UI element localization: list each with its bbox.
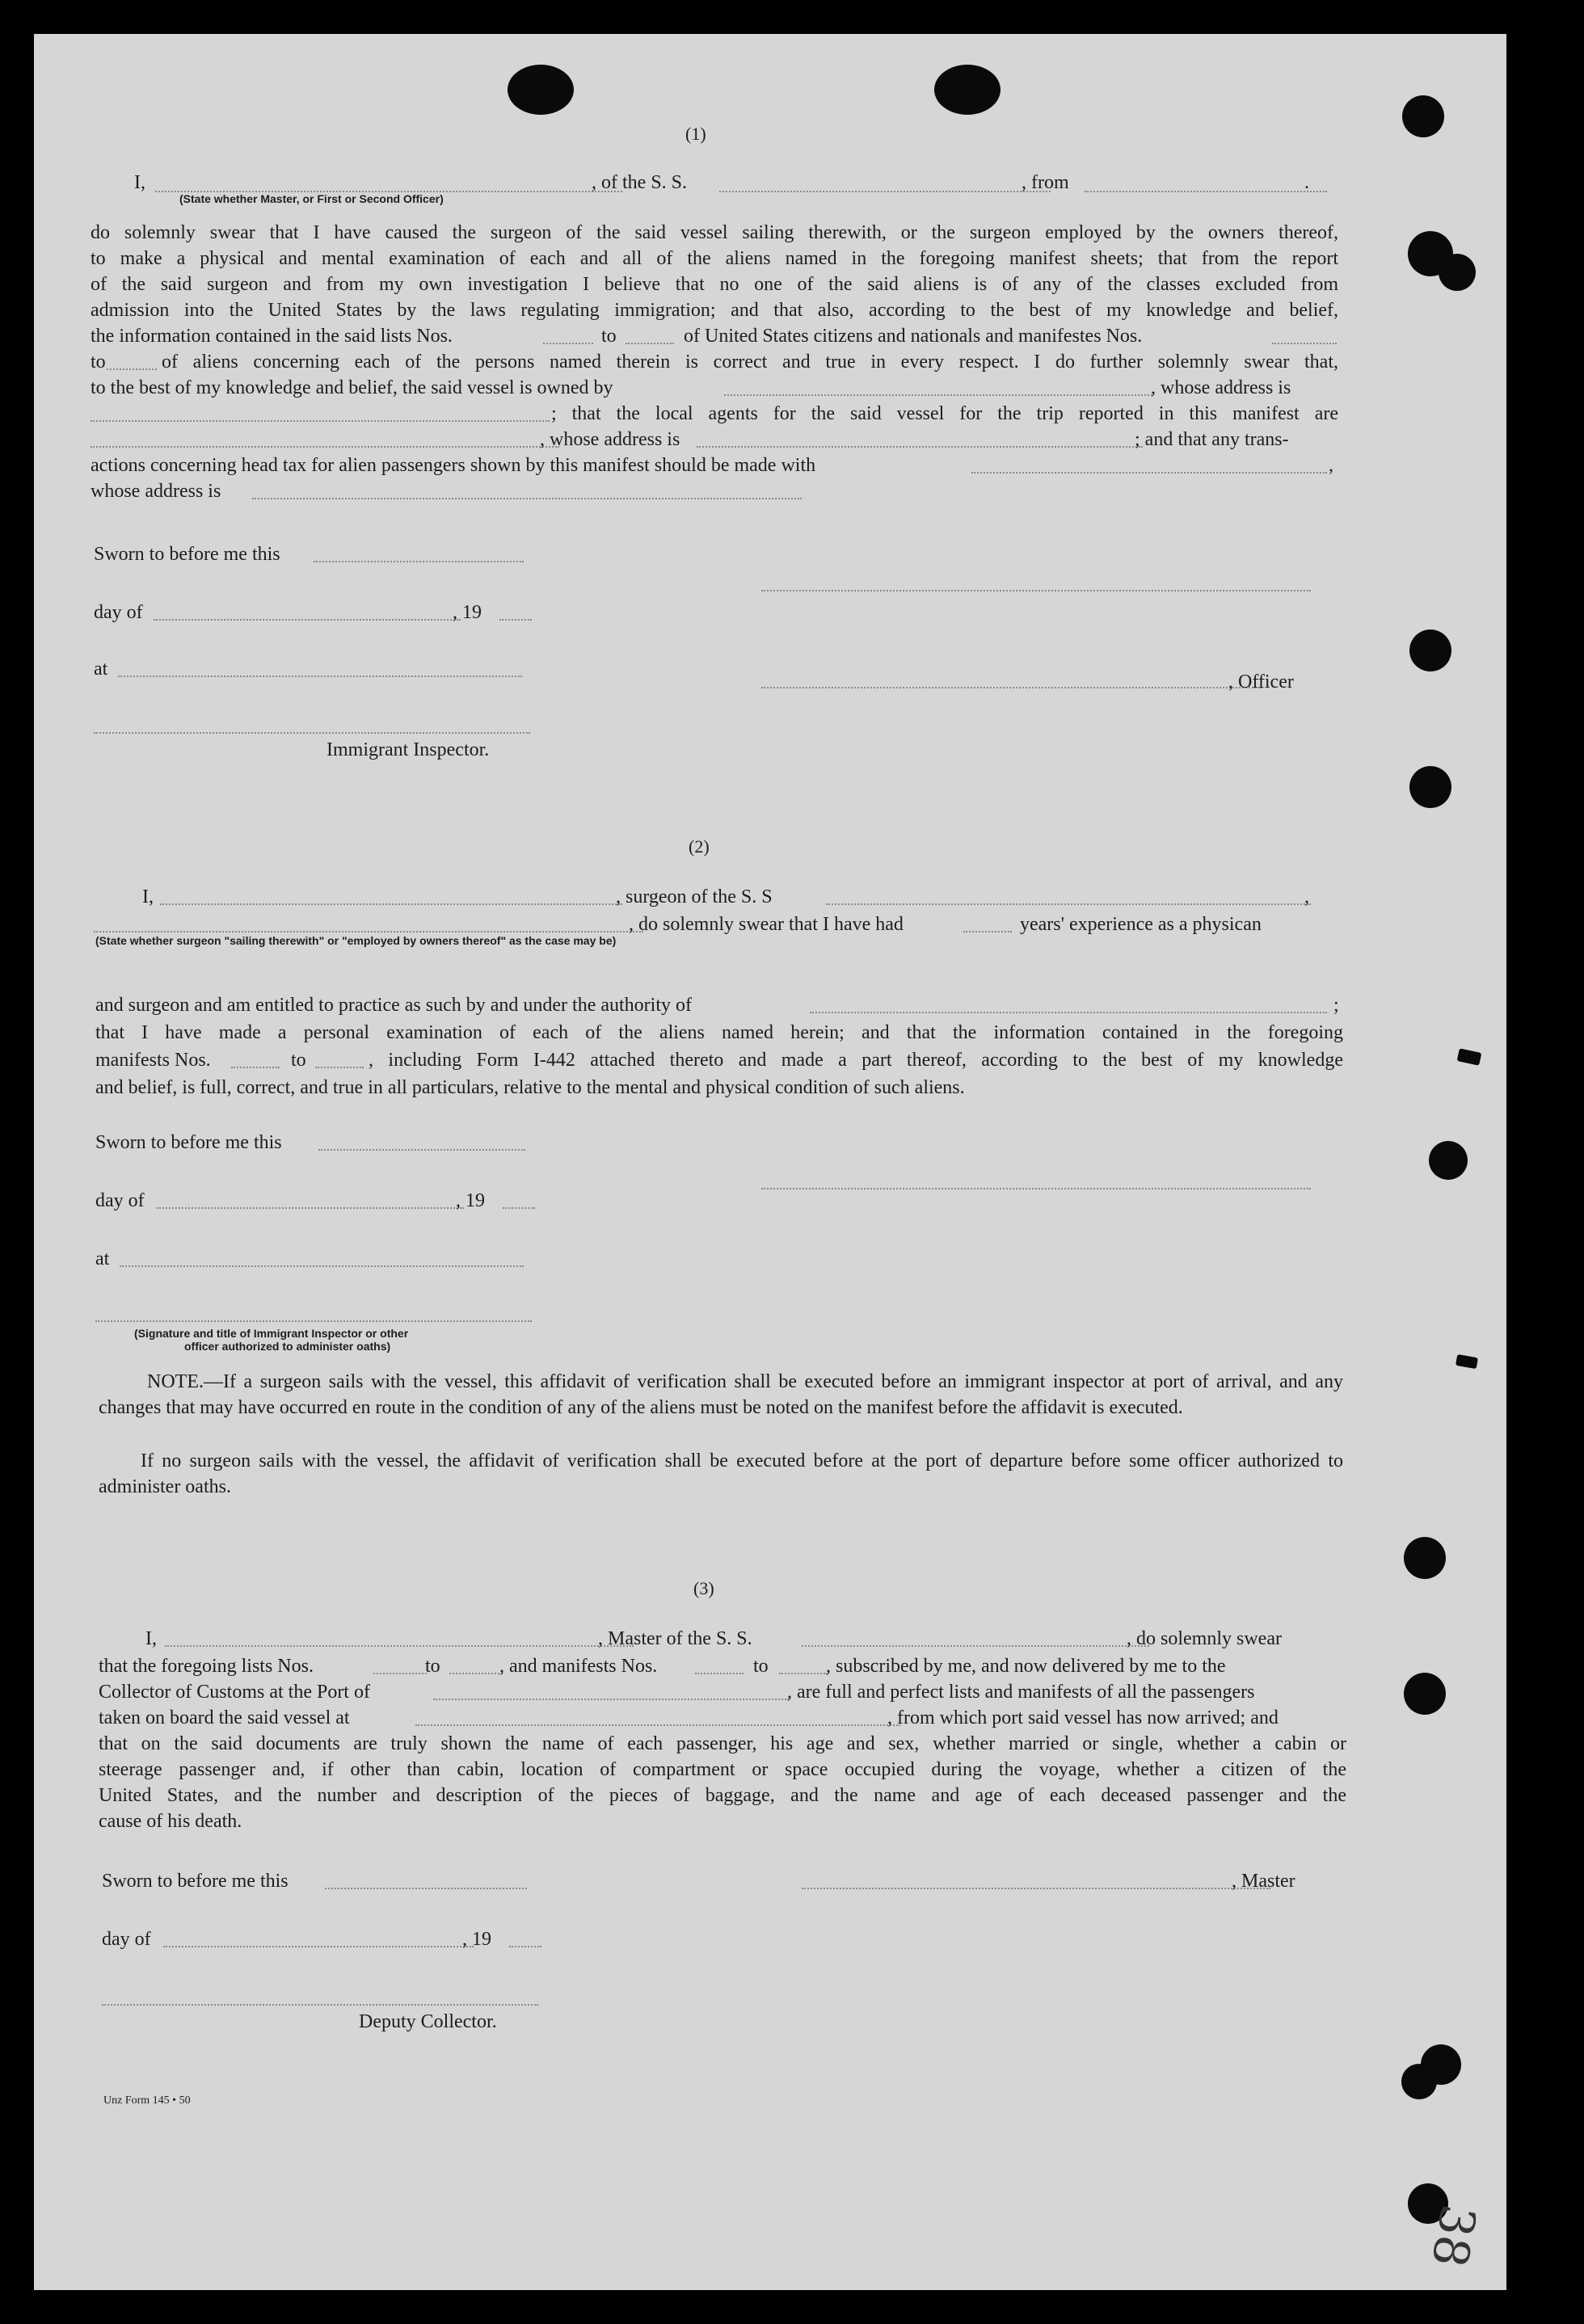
s3-day-blank: [163, 1946, 474, 1947]
s1-manifests-blank: [1272, 343, 1337, 344]
s2-day-blank: [157, 1207, 464, 1209]
s1-actions-end: ,: [1329, 455, 1333, 476]
section-3-number: (3): [693, 1578, 714, 1598]
s1-agents: ; that the local agents for the said vessel for the trip reported in this manifest are: [551, 403, 1338, 424]
s1-agents-address-blank: [697, 446, 1143, 448]
s2-sig-note-1: (Signature and title of Immigrant Inspector or other: [134, 1327, 409, 1340]
s1-lists-blank: [543, 343, 593, 344]
s1-actions: actions concerning head tax for alien passengers shown by this manifest should be made with: [91, 455, 816, 476]
s1-day-blank: [154, 619, 461, 621]
s1-headtax-blank: [971, 472, 1327, 474]
margin-tick: [1457, 1048, 1482, 1065]
s1-vessel-blank: [719, 191, 1051, 192]
s2-year-blank: [503, 1207, 535, 1209]
s1-owned-addr: , whose address is: [1151, 377, 1291, 398]
s2-vessel-blank: [826, 903, 1311, 905]
s3-deputy: Deputy Collector.: [359, 2011, 497, 2032]
s2-solemnly: , do solemnly swear that I have had: [629, 914, 904, 935]
s2-manifests-to-blank: [315, 1067, 364, 1068]
s2-surgeon-type-blank: [94, 931, 643, 933]
s1-officer-note: (State whether Master, or First or Second Officer): [179, 192, 444, 205]
s1-of-the-ss: , of the S. S.: [592, 172, 688, 193]
s1-to-rest: of aliens concerning each of the persons named therein is correct and true in every respect. I do further solemnly swear that,: [162, 352, 1338, 373]
s1-owner-blank: [724, 394, 1152, 396]
s3-lists-blank: [373, 1673, 427, 1674]
s3-master-name-blank: [165, 1645, 634, 1647]
s1-agents-blank: [91, 446, 559, 448]
s3-sworn-blank: [325, 1888, 527, 1889]
s2-belief: and belief, is full, correct, and true in all particulars, relative to the mental and physical condition of such aliens.: [95, 1077, 965, 1098]
punch-hole: [1404, 1537, 1446, 1579]
s1-from-blank: [1085, 191, 1327, 192]
s3-taken: taken on board the said vessel at: [99, 1707, 350, 1728]
s2-authority: and surgeon and am entitled to practice as such by and under the authority of: [95, 995, 692, 1016]
s2-authority-blank: [810, 1012, 1327, 1013]
s2-day-of: day of: [95, 1190, 145, 1211]
s3-body-line: that on the said documents are truly shown the name of each passenger, his age and sex, whether married or single, whether a cabin or: [99, 1733, 1346, 1754]
s3-body-line: steerage passenger and, if other than cabin, location of compartment or space occupied during the voyage, whether a citizen of the: [99, 1759, 1346, 1780]
s3-collector: Collector of Customs at the Port of: [99, 1682, 370, 1703]
s2-personal: that I have made a personal examination of each of the aliens named herein; and that the information contained in the foregoing: [95, 1022, 1343, 1043]
s2-sworn: Sworn to before me this: [95, 1132, 282, 1153]
s1-lists-b: of United States citizens and nationals and manifestes Nos.: [684, 326, 1143, 347]
s1-year-blank: [499, 619, 532, 621]
s1-at-blank: [118, 676, 522, 677]
s3-lists-a: that the foregoing lists Nos.: [99, 1656, 314, 1677]
s1-inspector: Immigrant Inspector.: [326, 739, 490, 760]
s1-owner-address-blank: [91, 420, 550, 422]
s1-at: at: [94, 659, 108, 680]
s3-full-perfect: , are full and perfect lists and manifests of all the passengers: [787, 1682, 1255, 1703]
s3-body-line: United States, and the number and description of the pieces of baggage, and the name and age of each deceased passenger and the: [99, 1785, 1346, 1806]
s1-day-of: day of: [94, 602, 143, 623]
s1-officer: , Officer: [1228, 672, 1294, 693]
s2-surgeon-note: (State whether surgeon "sailing therewith" or "employed by owners thereof" as the case may be): [95, 934, 617, 947]
section-2-number: (2): [689, 836, 710, 857]
s1-year: , 19: [453, 602, 482, 623]
s3-arrived: , from which port said vessel has now arrived; and: [887, 1707, 1279, 1728]
margin-handwritten-number: 38: [1420, 2200, 1487, 2271]
s2-sig-note-2: officer authorized to administer oaths): [184, 1340, 391, 1353]
s1-body-line: admission into the United States by the laws regulating immigration; and that also, according to the best of my knowledge and belief,: [91, 300, 1338, 321]
s1-agents-trans: ; and that any trans-: [1135, 429, 1289, 450]
s1-whose: whose address is: [91, 481, 221, 502]
s2-note-1: NOTE.—If a surgeon sails with the vessel, this affidavit of verification shall be executed before an immigrant inspector at port of arrival, and any changes that may have occurred en route in the condition of any of the aliens must be noted on the manifest before the affidavit is executed.: [99, 1371, 1343, 1418]
s3-swear: , do solemnly swear: [1127, 1628, 1282, 1649]
margin-tick: [1456, 1354, 1478, 1369]
s3-vessel-blank: [802, 1645, 1149, 1647]
s2-line1-end: ,: [1304, 886, 1309, 907]
s1-inspector-sig-blank: [94, 732, 530, 734]
s2-authority-end: ;: [1333, 995, 1339, 1016]
s1-body-line: do solemnly swear that I have caused the surgeon of the said vessel sailing therewith, or the surgeon employed by the owners thereof,: [91, 222, 1338, 243]
s3-lists-to: to: [425, 1656, 440, 1677]
s2-year: , 19: [456, 1190, 485, 1211]
s1-from: , from: [1022, 172, 1069, 193]
s1-lists-to-blank: [626, 343, 674, 344]
top-binding-hole-right: [934, 65, 1001, 115]
s2-years-blank: [963, 931, 1012, 933]
manifest-affidavit-page: [34, 34, 1506, 2290]
s3-master-of: , Master of the S. S.: [598, 1628, 752, 1649]
s3-collector-sig-blank: [102, 2004, 538, 2006]
s1-body-line: to make a physical and mental examination of each and all of the aliens named in the foregoing manifest sheets; that from the report: [91, 248, 1338, 269]
s2-signature-blank: [761, 1188, 1311, 1189]
s2-surgeon-name-blank: [160, 903, 622, 905]
s1-officer-blank: [761, 687, 1262, 688]
s2-manifests-to: to: [291, 1050, 306, 1071]
punch-hole: [1404, 1673, 1446, 1715]
s2-at-blank: [120, 1265, 524, 1267]
s1-sworn-blank: [314, 561, 524, 562]
s2-manifests-a: manifests Nos.: [95, 1050, 211, 1071]
s3-master: , Master: [1232, 1871, 1295, 1892]
s3-year: , 19: [462, 1929, 491, 1950]
s1-to-blank: [107, 368, 157, 370]
s3-manifests: , and manifests Nos.: [499, 1656, 658, 1677]
form-number: Unz Form 145 • 50: [103, 2095, 191, 2107]
punch-hole: [1401, 2064, 1437, 2099]
s3-manifests-blank: [695, 1673, 744, 1674]
s2-years: years' experience as a physican: [1020, 914, 1262, 935]
s2-line1-prefix: I,: [142, 886, 154, 907]
s1-whose-blank: [252, 498, 802, 499]
punch-hole: [1429, 1141, 1468, 1180]
s2-note-2: If no surgeon sails with the vessel, the affidavit of verification shall be executed before at the port of departure before some officer authorized to administer oaths.: [99, 1450, 1343, 1497]
s3-port-blank: [433, 1699, 789, 1700]
s3-departure-blank: [415, 1724, 900, 1726]
s1-line1-prefix: I,: [134, 172, 145, 193]
section-1-number: (1): [685, 124, 706, 144]
s1-owned: to the best of my knowledge and belief, the said vessel is owned by: [91, 377, 613, 398]
s3-day-of: day of: [102, 1929, 151, 1950]
s3-line1-prefix: I,: [145, 1628, 157, 1649]
s1-signature-blank: [761, 590, 1311, 592]
punch-hole: [1409, 629, 1451, 672]
s3-master-sig-blank: [802, 1888, 1270, 1889]
top-binding-hole-left: [508, 65, 574, 115]
s3-last-line: cause of his death.: [99, 1811, 242, 1832]
s1-lists-a: the information contained in the said lists Nos.: [91, 326, 453, 347]
punch-hole: [1439, 254, 1476, 291]
s2-at: at: [95, 1248, 110, 1269]
s1-body-line: of the said surgeon and from my own investigation I believe that no one of the said aliens is of any of the classes excluded from: [91, 274, 1338, 295]
s1-agents-addr: , whose address is: [540, 429, 680, 450]
s3-subscribed: , subscribed by me, and now delivered by me to the: [826, 1656, 1226, 1677]
s3-lists-to-blank: [449, 1673, 503, 1674]
s3-year-blank: [509, 1946, 541, 1947]
s3-manifests-to-blank: [779, 1673, 828, 1674]
s1-to: to: [91, 352, 106, 373]
s2-surgeon-of: , surgeon of the S. S: [616, 886, 773, 907]
s2-manifests-blank: [231, 1067, 280, 1068]
s2-inspector-sig-blank: [95, 1320, 532, 1322]
s1-sworn: Sworn to before me this: [94, 544, 280, 565]
punch-hole: [1402, 95, 1444, 137]
s3-manifests-to: to: [753, 1656, 769, 1677]
s3-sworn: Sworn to before me this: [102, 1871, 289, 1892]
s2-manifests-b: , including Form I-442 attached thereto and made a part thereof, according to the best of my knowledge: [369, 1050, 1343, 1071]
s1-lists-to: to: [601, 326, 617, 347]
s1-line1-end: .: [1304, 172, 1309, 193]
punch-hole: [1409, 766, 1451, 808]
s2-sworn-blank: [318, 1149, 525, 1151]
